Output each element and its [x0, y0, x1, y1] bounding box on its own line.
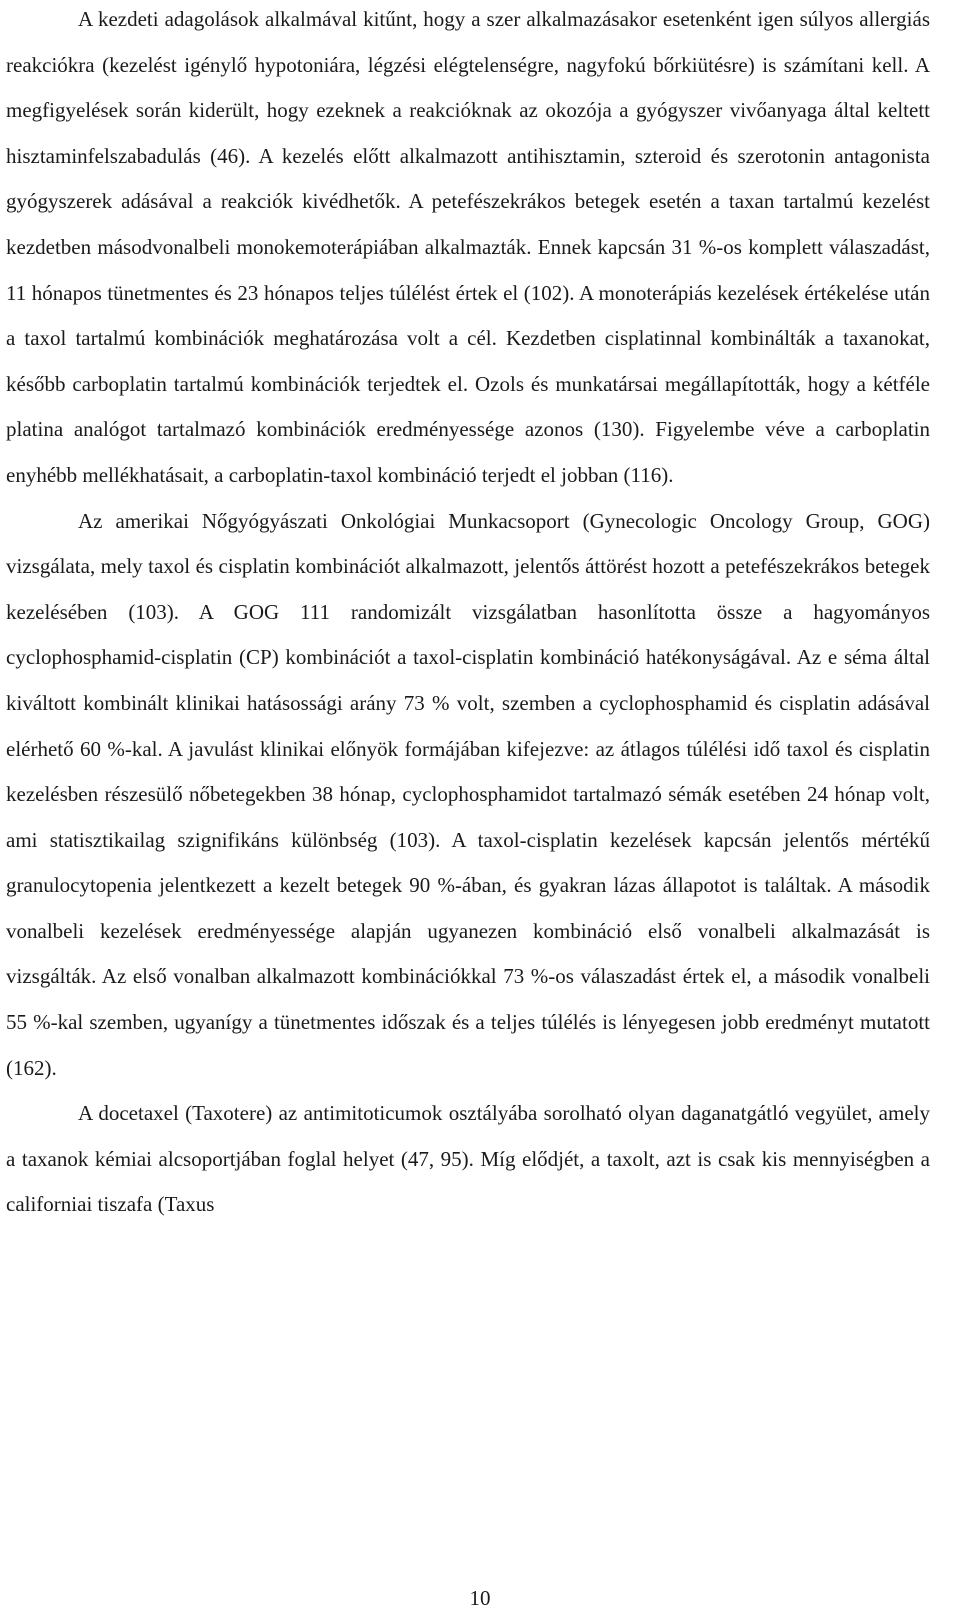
document-page — [6, 0, 930, 1228]
page-number: 10 — [469, 1586, 491, 1610]
body-paragraph-2: Az amerikai Nőgyógyászati Onkológiai Munkacsoport (Gynecologic Oncology Group, GOG) vizsgálata, mely taxol és cisplatin kombinációt alkalmazott, jelentős áttörést hozott a petefészekrákos betegek kezelésében (103). A GOG 111 randomizált vizsgálatban hasonlította össze a hagyományos cyclophosphamid-cisplatin (CP) kombinációt a taxol-cisplatin kombináció hatékonyságával. Az e séma által kiváltott kombinált klinikai hatásossági arány 73 % volt, szemben a cyclophosphamid és cisplatin adásával elérhető 60 %-kal. A javulást klinikai előnyök formájában kifejezve: az átlagos túlélési idő taxol és cisplatin kezelésben részesülő nőbetegekben 38 hónap, cyclophosphamidot tartalmazó sémák esetében 24 hónap volt, ami statisztikailag szignifikáns különbség (103). A taxol-cisplatin kezelések kapcsán jelentős mértékű granulocytopenia jelentkezett a kezelt betegek 90 %-ában, és gyakran lázas állapotot is találtak. A második vonalbeli kezelések eredményessége alapján ugyanezen kombináció első vonalbeli alkalmazását is vizsgálták. Az első vonalban alkalmazott kombinációkkal 73 %-os válaszadást értek el, a második vonalbeli 55 %-kal szemben, ugyanígy a tünetmentes időszak és a teljes túlélés is lényegesen jobb eredményt mutatott (162). — [6, 508, 930, 1080]
body-paragraph-1: A kezdeti adagolások alkalmával kitűnt, hogy a szer alkalmazásakor esetenként igen súlyos allergiás reakciókra (kezelést igénylő hypotoniára, légzési elégtelenségre, nagyfokú bőrkiütésre) is számítani kell. A megfigyelések során kiderült, hogy ezeknek a reakcióknak az okozója a gyógyszer vivőanyaga által keltett hisztaminfelszabadulás (46). A kezelés előtt alkalmazott antihisztamin, szteroid és szerotonin antagonista gyógyszerek adásával a reakciók kivédhetők. A petefészekrákos betegek esetén a taxan tartalmú kezelést kezdetben másodvonalbeli monokemoterápiában alkalmazták. Ennek kapcsán 31 %-os komplett válaszadást, 11 hónapos tünetmentes és 23 hónapos teljes túlélést értek el (102). A monoterápiás kezelések értékelése után a taxol tartalmú kombinációk meghatározása volt a cél. Kezdetben cisplatinnal kombinálták a taxanokat, később carboplatin tartalmú kombinációk terjedtek el. Ozols és munkatársai megállapították, hogy a kétféle platina analógot tartalmazó kombinációk eredményessége azonos (130). Figyelembe véve a carboplatin enyhébb mellékhatásait, a carboplatin-taxol kombináció terjedt el jobban (116). — [6, 7, 930, 487]
body-paragraph-3: A docetaxel (Taxotere) az antimitoticumok osztályába sorolható olyan daganatgátló vegyület, amely a taxanok kémiai alcsoportjában foglal helyet (47, 95). Míg elődjét, a taxolt, azt is csak kis mennyiségben a californiai tiszafa (Taxus — [6, 1101, 930, 1217]
